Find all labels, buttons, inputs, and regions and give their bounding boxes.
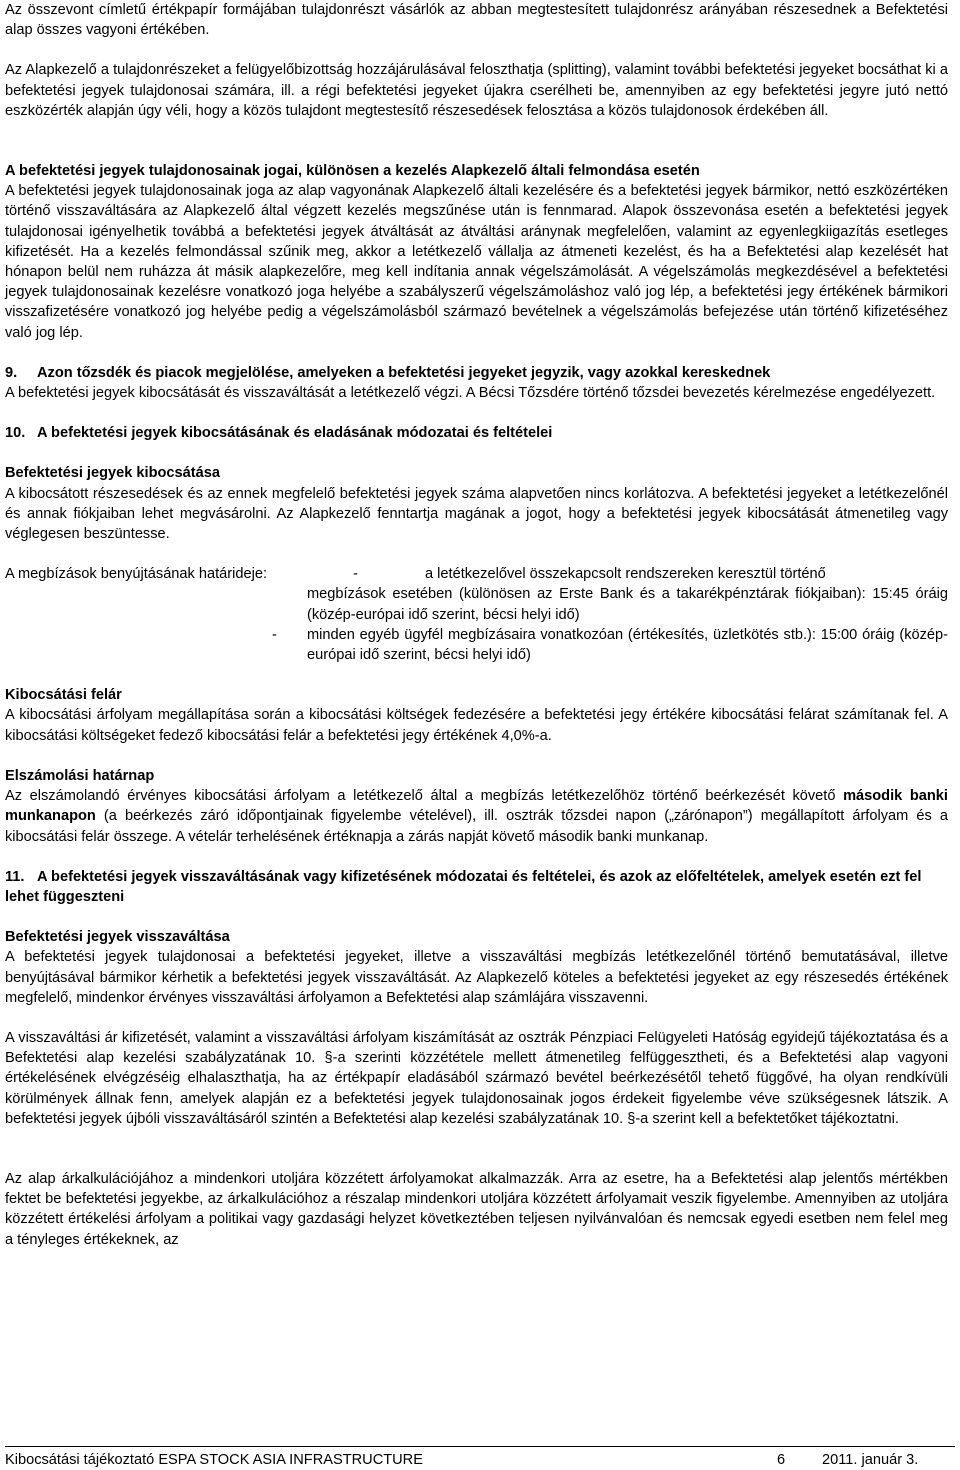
section-number: 10.	[5, 425, 26, 442]
text-run: (a beérkezés záró időpontjainak figyelembe vételével), ill. osztrák tőzsdei napon („zárónapon”) megállapított árfolyam és a kibocsátási felár összege. A vételár terhelésének értéknapja a zárás napját követő második banki munkanap.	[5, 808, 948, 845]
section-title: A befektetési jegyek visszaváltásának vagy kifizetésének módozatai és feltételei, és azok az előfeltételek, amelyek esetén ezt fel lehet függeszteni	[5, 868, 922, 905]
subheading-redemption: Befektetési jegyek visszaváltása	[5, 929, 230, 946]
section-number: 11.	[5, 868, 25, 885]
footer-page-number: 6	[777, 1452, 786, 1468]
heading-section-9	[5, 363, 948, 383]
paragraph-unit-share: Az összevont címletű értékpapír formájában tulajdonrészt vásárlók az abban megtestesített tulajdonrész arányában részesednek a Befektetési alap összes vagyoni értékében.	[5, 2, 948, 39]
paragraph-issuance: A kibocsátott részesedések és az ennek megfelelő befektetési jegyek száma alapvetően nincs korlátozva. A befektetési jegyeket a letétkezelőnél és annak fiókjaiban lehet megvásárolni. Az Alapkezelő fenntartja magának a jogot, hogy a befektetési jegyek kibocsátását átmenetileg vagy véglegesen beszüntesse.	[5, 485, 948, 543]
footer-date: 2011. január 3.	[822, 1452, 919, 1468]
heading-holder-rights: A befektetési jegyek tulajdonosainak jogai, különösen a kezelés Alapkezelő általi felmondása esetén	[5, 163, 700, 180]
list-dash: -	[353, 566, 358, 583]
footer-rule	[5, 1446, 955, 1447]
paragraph-holder-rights: A befektetési jegyek tulajdonosainak joga az alap vagyonának Alapkezelő általi kezelésére és a befektetési jegyek bármikor, nettó eszközértéken történő visszaváltására az Alapkezelő által végzett kezelés megszűnése után is fennmarad. Alapok összevonása esetén a befektetési jegyek tulajdonosai igényelhetik továbbá a befektetési jegyek átváltását az átváltási aránynak megfelelően, valamint az egyenlegkiigazítás esetleges kifizetését. Ha a kezelés felmondással szűnik meg, akkor a letétkezelő vállalja az átmeneti kezelést, és ha a Befektetési alap kezelését hat hónapon belül nem ruházza át másik alapkezelőre, meg kell indítania annak végelszámolását. A végelszámolás megkezdésével a befektetési jegyek tulajdonosainak kezelésre vonatkozó joga helyébe a szabályszerű végelszámoláshoz való jog lép, a befektetési jegy értékének bármikori visszafizetésére vonatkozó jog helyébe pedig a végelszámolásból származó bevételnek a végelszámolás befejezése után történő kifizetéséhez való jog lép.	[5, 183, 948, 341]
heading-section-10	[5, 423, 948, 443]
deadline-item-first-line: a letétkezelővel összekapcsolt rendszereken keresztül történő	[425, 566, 826, 583]
deadline-item-rest: megbízások esetében (különösen az Erste Bank és a takarékpénztárak fiókjaiban): 15:45 óráig (közép-európai idő szerint, bécsi helyi idő)	[307, 586, 948, 623]
subheading-issue-fee: Kibocsátási felár	[5, 687, 122, 704]
text-run: Az elszámolandó érvényes kibocsátási árfolyam a letétkezelő által a megbízás letétkezelőhöz történő beérkezését követő	[5, 788, 844, 805]
paragraph-redemption: A befektetési jegyek tulajdonosai a befektetési jegyeket, illetve a visszaváltási megbízás letétkezelőnél történő bemutatásával, illetve benyújtásával bármikor kérhetik a befektetési jegyek visszaváltását. Az Alapkezelő köteles a befektetési jegyeket az egy részesedés értékének megfelelő, mindenkor érvényes visszaváltási árfolyamon a Befektetési alap számlájára visszavenni.	[5, 949, 948, 1006]
section-title: A befektetési jegyek kibocsátásának és eladásának módozatai és feltételei	[37, 425, 553, 442]
paragraph-splitting: Az Alapkezelő a tulajdonrészeket a felügyelőbizottság hozzájárulásával feloszthatja (splitting), valamint további befektetési jegyeket bocsáthat ki a befektetési jegyek tulajdonosai számára, ill. a régi befektetési jegyeket újakra cserélheti be, amennyiben az egy befektetési jegyre jutó nettó eszközérték alapján úgy véli, hogy a közös tulajdont megtestesítő részesedések felosztása a közös tulajdonosok érdekében áll.	[5, 62, 948, 119]
paragraph-price-calculation: Az alap árkalkulációjához a mindenkori utoljára közzétett árfolyamokat alkalmazzák. Arra az esetre, ha a Befektetési alap jelentős mértékben fektet be befektetési jegyekbe, az árkalkulációhoz a részalap mindenkori utoljára közzétett árfolyamait veszik figyelembe. Amennyiben az utoljára közzétett értékelési árfolyam a politikai vagy gazdasági helyzet következtében teljesen nyilvánvalóan és nemcsak egyedi esetben nem felel meg a tényleges értékeknek, az	[5, 1170, 948, 1248]
section-number: 9.	[5, 364, 18, 381]
order-deadline-block	[5, 564, 948, 665]
paragraph-issue-fee: A kibocsátási árfolyam megállapítása során a kibocsátási költségek fedezésére a befektetési jegy értékére kibocsátási felárat számítanak fel. A kibocsátási költségeket fedező kibocsátási felár a befektetési jegy értékének 4,0%-a.	[5, 707, 948, 744]
paragraph-exchanges: A befektetési jegyek kibocsátását és visszaváltását a letétkezelő végzi. A Bécsi Tőzsdére történő tőzsdei bevezetés kérelmezése engedélyezett.	[5, 385, 936, 402]
paragraph-suspension: A visszaváltási ár kifizetését, valamint a visszaváltási árfolyam kiszámítását az osztrák Pénzpiaci Felügyeleti Hatóság egyidejű tájékoztatása és a Befektetési alap kezelési szabályzatának 10. §-a szerinti közzététele mellett átmenetileg felfüggesztheti, és a Befektetési alap vagyoni értékelésének elvégzéséig elhalaszthatja, ha az értékpapír eladásából származó bevétel beérkezésétől tehető függővé, ha olyan rendkívüli körülmények állnak fenn, amelyek alapján ez a befektetési jegyek tulajdonosainak jogos érdekeit figyelembe véve szükségesnek látszik. A befektetési jegyek újbóli visszaváltásáról szintén a Befektetési alap kezelési szabályzatának 10. §-a szerint kell a befektetőket tájékoztatni.	[5, 1029, 948, 1127]
subheading-issuance: Befektetési jegyek kibocsátása	[5, 465, 220, 482]
section-title: Azon tőzsdék és piacok megjelölése, amelyeken a befektetési jegyeket jegyzik, vagy azokkal kereskednek	[37, 364, 771, 381]
deadline-label: A megbízások benyújtásának határideje:	[5, 566, 268, 583]
emphasis-text: második banki munkanapon	[5, 788, 948, 825]
subheading-settlement-date: Elszámolási határnap	[5, 767, 155, 784]
heading-section-11	[5, 867, 948, 907]
paragraph-settlement-date	[5, 786, 948, 847]
deadline-item-text: minden egyéb ügyfél megbízásaira vonatkozóan (értékesítés, üzletkötés stb.): 15:00 óráig (közép-európai idő szerint, bécsi helyi idő)	[307, 626, 948, 664]
document-page	[5, 0, 948, 1250]
page-footer	[5, 1446, 955, 1468]
list-dash: -	[272, 626, 277, 643]
footer-document-title: Kibocsátási tájékoztató ESPA STOCK ASIA INFRASTRUCTURE	[5, 1452, 423, 1468]
deadline-item-other-clients	[272, 625, 948, 665]
deadline-item-linked-systems	[307, 564, 948, 625]
